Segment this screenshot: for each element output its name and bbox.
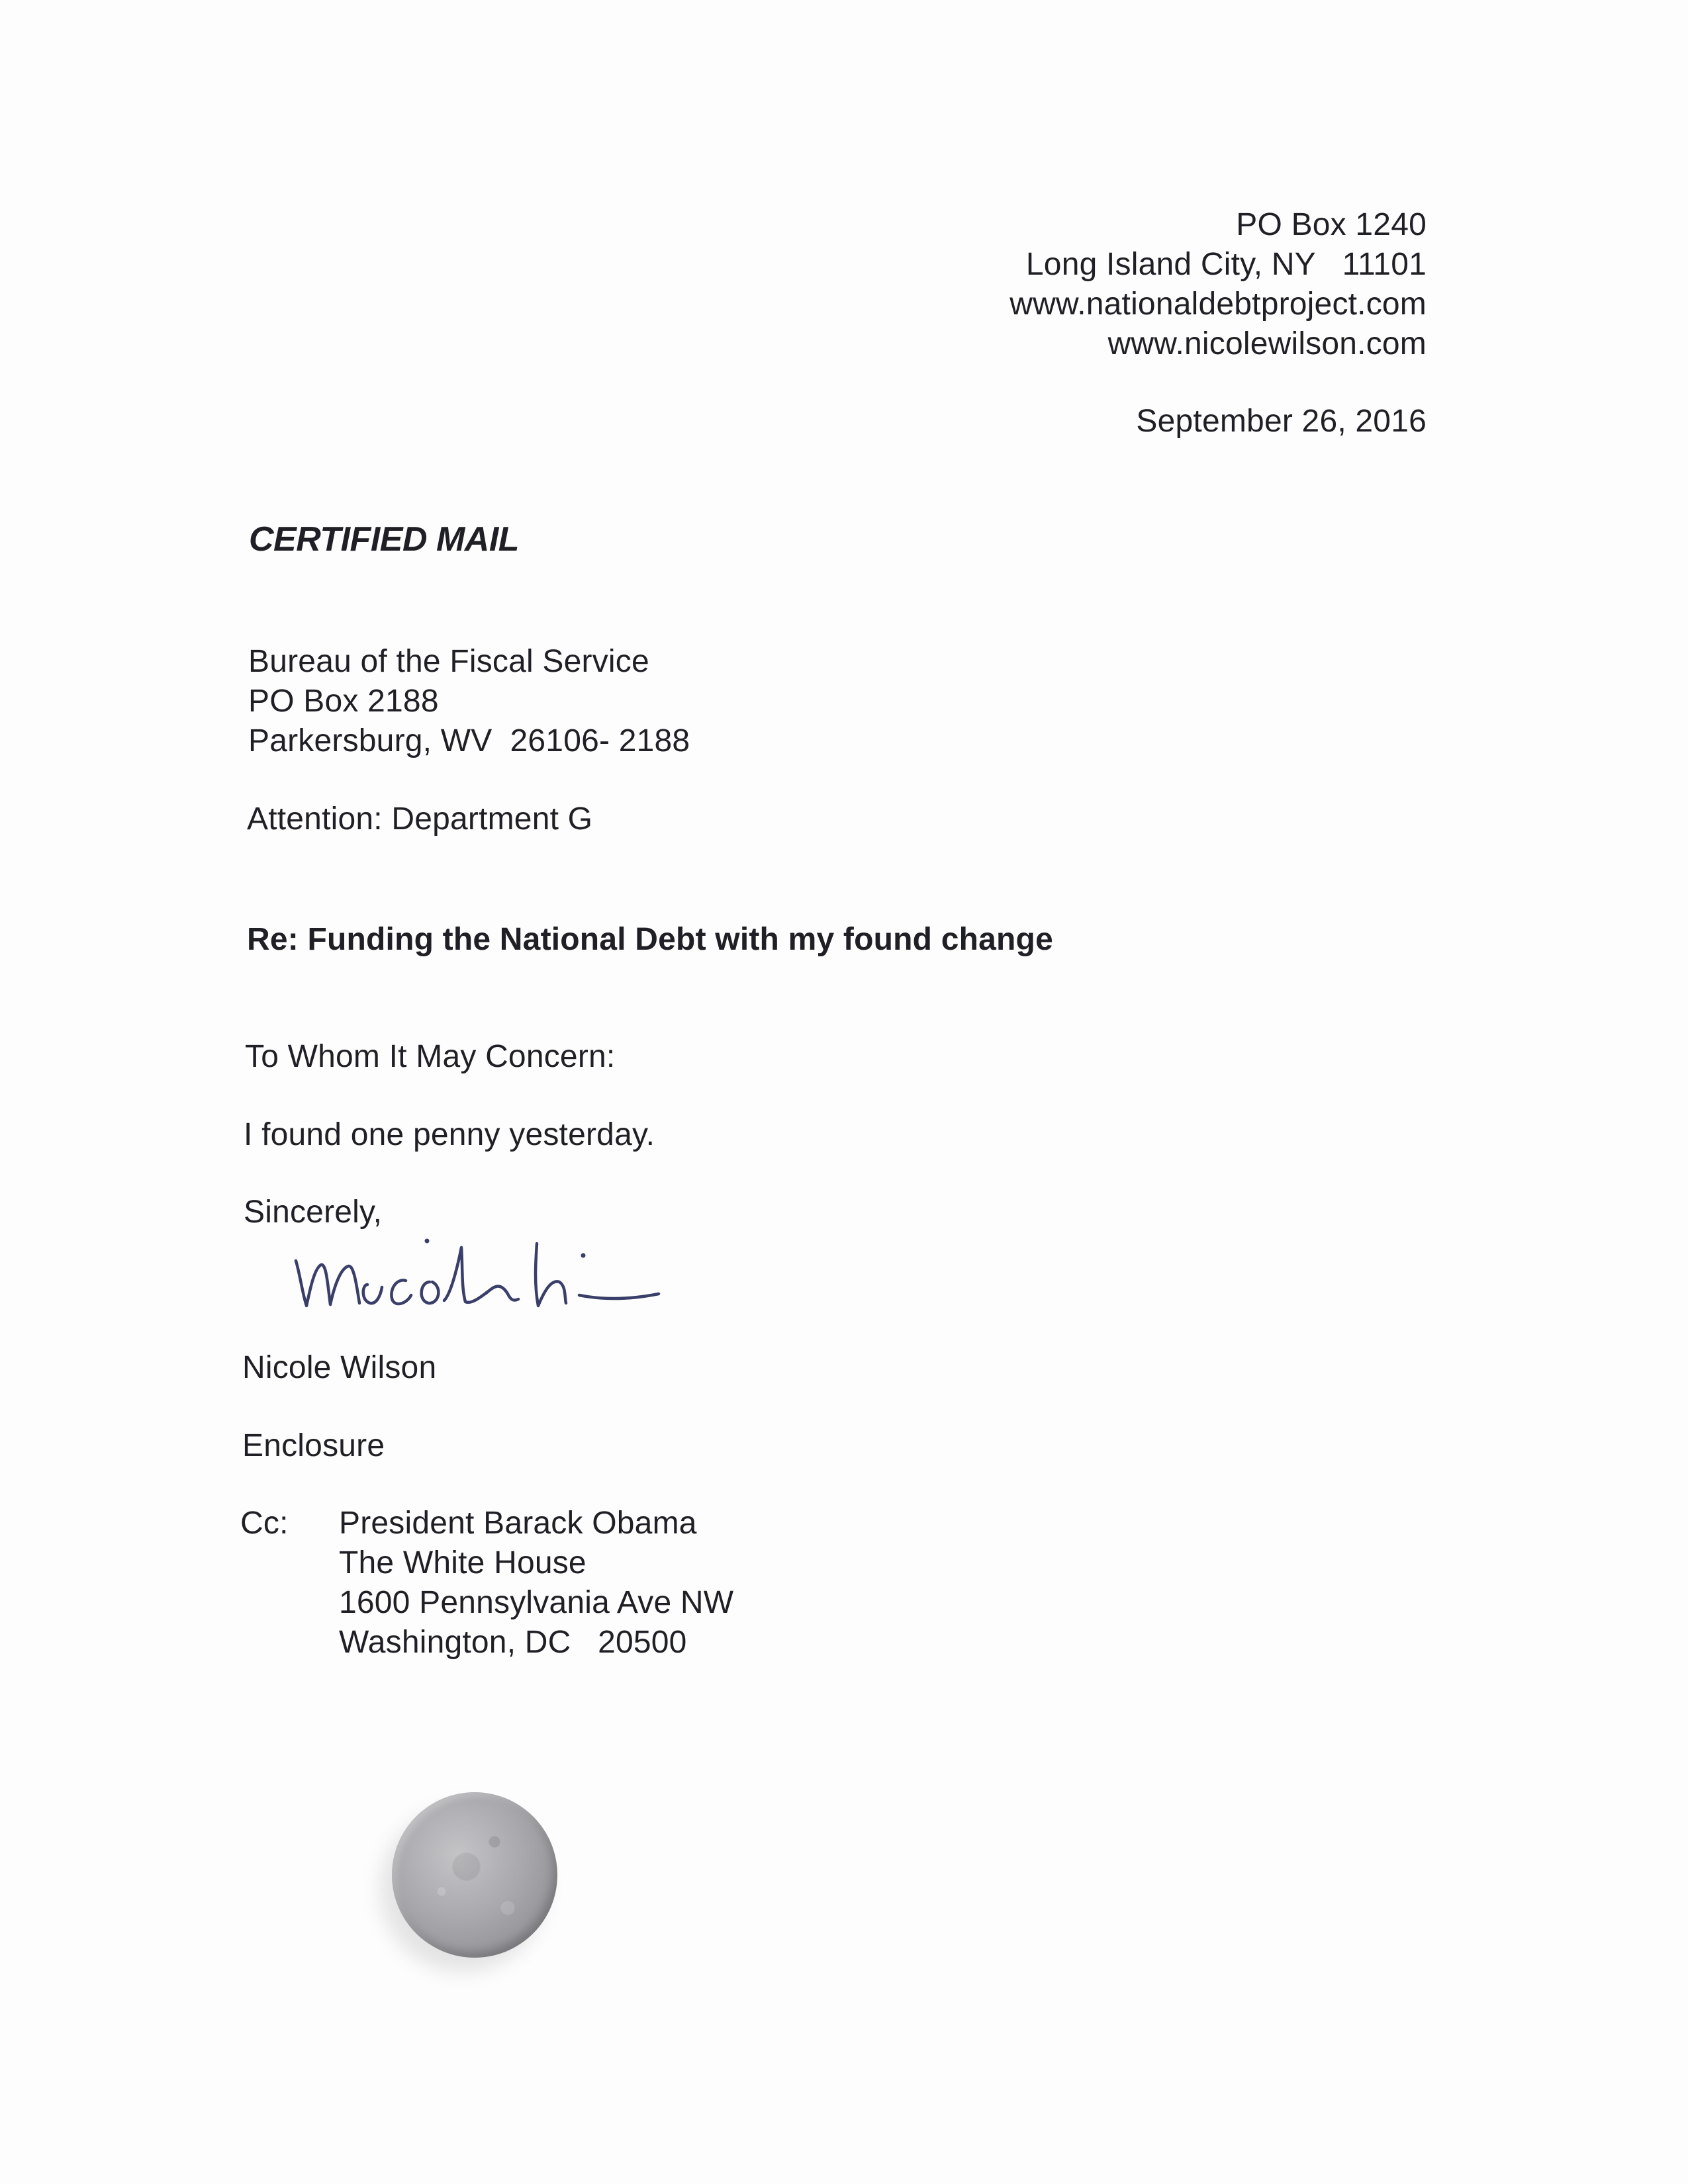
recipient-address-line2: Parkersburg, WV 26106- 2188 — [248, 723, 690, 758]
salutation: To Whom It May Concern: — [245, 1039, 616, 1074]
closing: Sincerely, — [244, 1195, 383, 1230]
letter-date: September 26, 2016 — [1136, 404, 1427, 439]
cc-line-2: The White House — [339, 1545, 586, 1580]
handwritten-signature-icon — [288, 1221, 672, 1320]
sender-address-line2: Long Island City, NY 11101 — [1025, 247, 1427, 282]
cc-line-3: 1600 Pennsylvania Ave NW — [339, 1585, 734, 1620]
sender-address-line1: PO Box 1240 — [1236, 207, 1427, 242]
letter-body: I found one penny yesterday. — [244, 1117, 655, 1152]
recipient-name: Bureau of the Fiscal Service — [248, 644, 649, 679]
enclosure-line: Enclosure — [242, 1428, 385, 1463]
subject-line: Re: Funding the National Debt with my found change — [247, 922, 1053, 957]
cc-line-4: Washington, DC 20500 — [339, 1625, 687, 1660]
attention-line: Attention: Department G — [247, 801, 593, 837]
cc-line-1: President Barack Obama — [339, 1506, 697, 1541]
sender-website-personal: www.nicolewilson.com — [1107, 326, 1427, 361]
certified-mail-heading: CERTIFIED MAIL — [249, 520, 520, 559]
signer-name: Nicole Wilson — [242, 1350, 437, 1385]
recipient-address-line1: PO Box 2188 — [248, 684, 439, 719]
cc-label: Cc: — [240, 1506, 289, 1541]
penny-coin-icon — [392, 1792, 557, 1958]
sender-website-national-debt: www.nationaldebtproject.com — [1009, 287, 1427, 322]
